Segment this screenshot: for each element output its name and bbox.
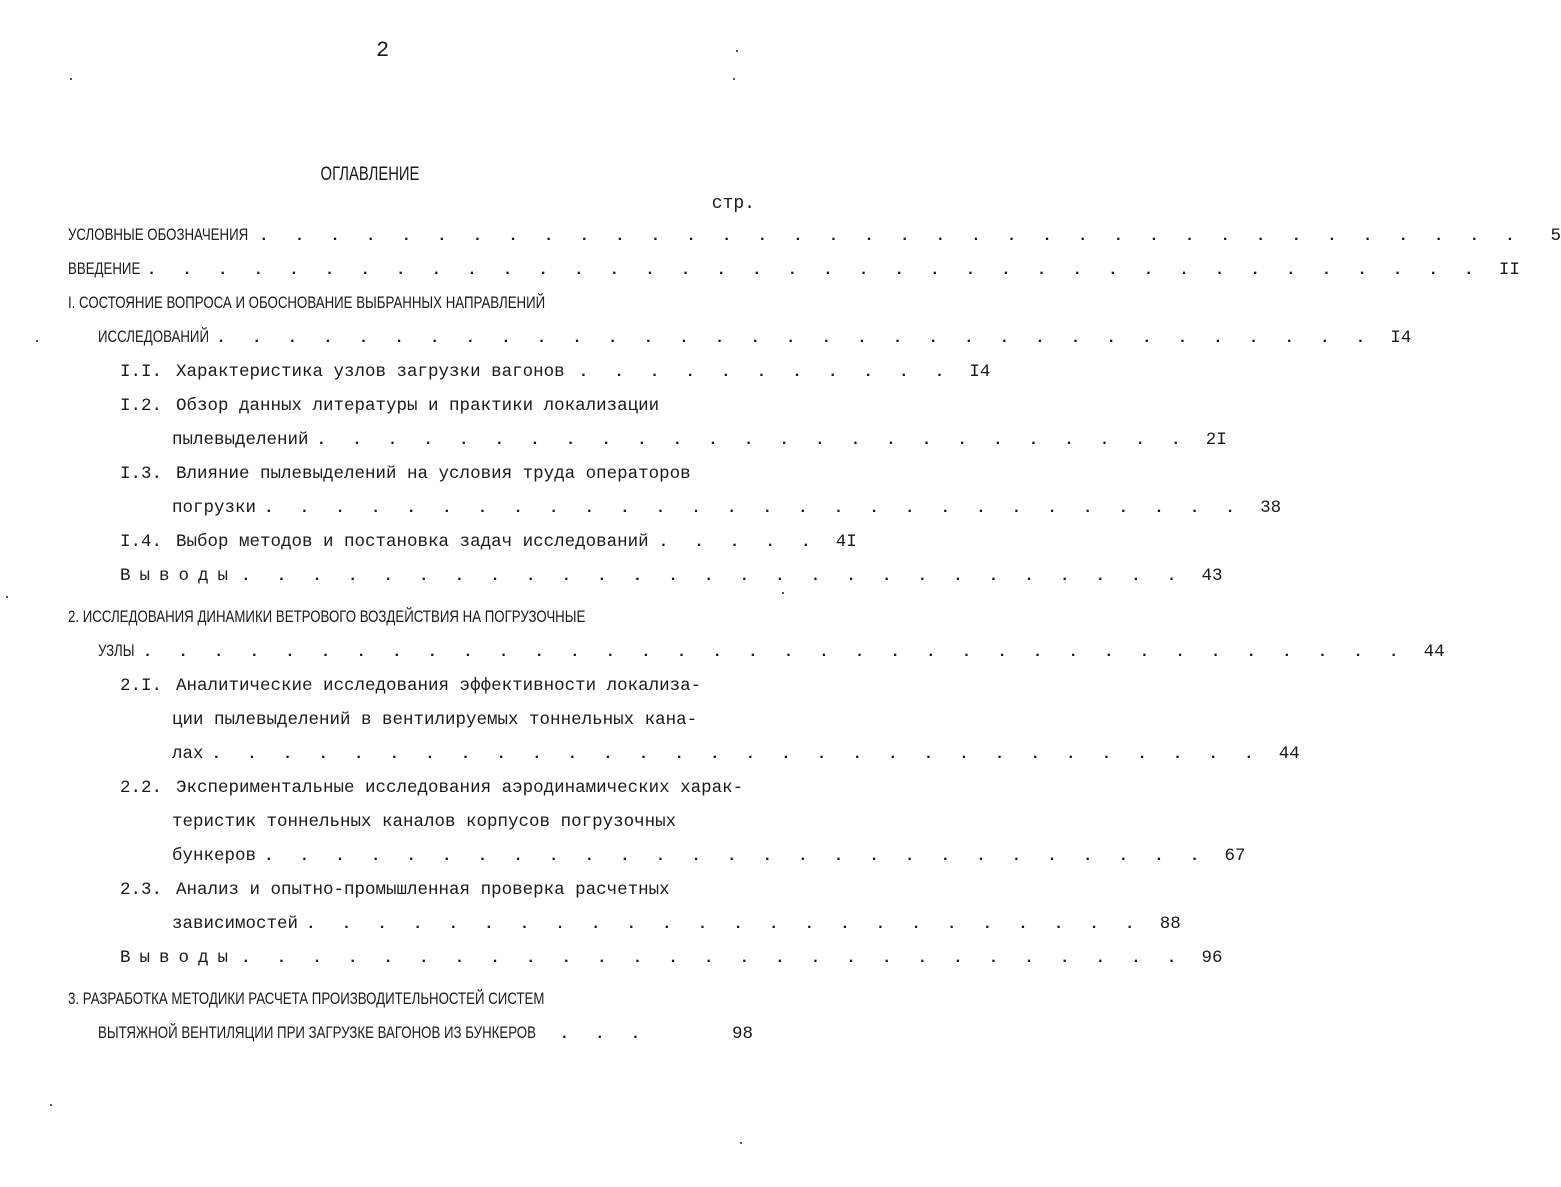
toc-entry-title: Характеристика узлов загрузки вагонов bbox=[176, 362, 565, 382]
toc-entry-title: лах bbox=[172, 744, 204, 764]
toc-entry-title: 3. РАЗРАБОТКА МЕТОДИКИ РАСЧЕТА ПРОИЗВОДИТЕЛЬНОСТЕЙ СИСТЕМ bbox=[68, 989, 545, 1008]
toc-entry-page: 67 bbox=[1224, 846, 1246, 866]
leader-dots: . . . . . . . . . . . . . . . . . . . . . . . . . . . . bbox=[264, 499, 1244, 517]
toc-entry-title: Анализ и опытно-промышленная проверка расчетных bbox=[176, 880, 670, 900]
page-number: 2 bbox=[376, 38, 390, 63]
toc-entry-title: ВВЕДЕНИЕ bbox=[68, 259, 141, 278]
scan-speck bbox=[736, 50, 738, 52]
toc-entry-page: II bbox=[1498, 260, 1520, 280]
leader-dots: . . . . . . . . . . . . . . . . . . . . . . . . . . . bbox=[241, 949, 1185, 967]
toc-entry-title: пылевыделений bbox=[172, 430, 309, 450]
toc-entry-page: 4I bbox=[835, 532, 857, 552]
toc-entry bbox=[172, 496, 1282, 520]
toc-entry-page: 5 bbox=[1550, 226, 1561, 246]
toc-entry-line bbox=[120, 462, 753, 486]
toc-entry-page: 44 bbox=[1423, 642, 1445, 662]
toc-entry-number: 2.3. bbox=[120, 880, 163, 900]
scan-speck bbox=[782, 592, 784, 594]
toc-entry-line bbox=[120, 776, 753, 800]
toc-entry-title: Выбор методов и постановка задач исследований bbox=[176, 532, 649, 552]
toc-entry-line bbox=[68, 292, 753, 316]
toc-entry bbox=[98, 640, 1445, 664]
scan-speck bbox=[740, 1142, 742, 1144]
scan-speck bbox=[6, 596, 8, 598]
toc-entry bbox=[172, 912, 1181, 936]
toc-entry-title: Выводы bbox=[120, 566, 238, 586]
toc-entry-title: ИССЛЕДОВАНИЙ bbox=[98, 327, 209, 346]
toc-entry-line bbox=[120, 674, 753, 698]
toc-heading: ОГЛАВЛЕНИЕ bbox=[320, 164, 420, 185]
page-column-label: стр. bbox=[711, 194, 755, 214]
leader-dots: . . . bbox=[559, 1025, 649, 1043]
toc-entry-page: 38 bbox=[1260, 498, 1282, 518]
toc-entry-page: 2I bbox=[1205, 430, 1227, 450]
toc-entry-line bbox=[68, 606, 753, 630]
toc-entry-title: погрузки bbox=[172, 498, 257, 518]
toc-entry bbox=[98, 326, 1412, 350]
scan-speck bbox=[733, 78, 735, 80]
toc-entry-title: Аналитические исследования эффективности локализа- bbox=[176, 676, 702, 696]
toc-entry-page: 98 bbox=[731, 1024, 753, 1044]
toc-entry bbox=[120, 946, 1223, 970]
toc-entry-title: УЗЛЫ bbox=[98, 641, 135, 660]
toc-entry-title: зависимостей bbox=[172, 914, 299, 934]
toc-entry-line bbox=[120, 394, 753, 418]
toc-entry-title: Выводы bbox=[120, 948, 238, 968]
toc-entry-title: УСЛОВНЫЕ ОБОЗНАЧЕНИЯ bbox=[68, 225, 249, 244]
leader-dots: . . . . . . . . . . . . . . . . . . . . . . . . . . . bbox=[241, 567, 1185, 585]
toc-entry-line bbox=[120, 878, 753, 902]
toc-entry bbox=[172, 428, 1227, 452]
leader-dots: . . . . . . . . . . . . . . . . . . . . . . . . . . . . . . bbox=[211, 745, 1262, 763]
toc-entry-page: 44 bbox=[1278, 744, 1300, 764]
scan-speck bbox=[50, 1104, 52, 1106]
toc-entry-title: ции пылевыделений в вентилируемых тоннельных кана- bbox=[172, 710, 698, 730]
leader-dots: . . . . . . . . . . . . . . . . . . . . . . . . . . . . . . . . . . . . bbox=[142, 643, 1407, 661]
toc-entry bbox=[172, 742, 1300, 766]
toc-entry-number: 2.2. bbox=[120, 778, 163, 798]
toc-entry-line bbox=[172, 810, 753, 834]
toc-entry bbox=[98, 1022, 753, 1046]
leader-dots: . . . . . . . . . . . . . . . . . . . . . . . . . bbox=[316, 431, 1189, 449]
toc-entry bbox=[68, 224, 1561, 248]
toc-entry-line bbox=[172, 708, 753, 732]
scan-speck bbox=[70, 78, 72, 80]
toc-entry-title: ВЫТЯЖНОЙ ВЕНТИЛЯЦИИ ПРИ ЗАГРУЗКЕ ВАГОНОВ ИЗ БУНКЕРОВ bbox=[98, 1023, 536, 1042]
toc-entry-page: I4 bbox=[969, 362, 991, 382]
leader-dots: . . . . . . . . . . . . . . . . . . . . . . . . . . . bbox=[264, 847, 1208, 865]
toc-entry-number: I.4. bbox=[120, 532, 163, 552]
toc-entry-number: I.3. bbox=[120, 464, 163, 484]
toc-entry bbox=[120, 564, 1223, 588]
toc-entry-title: теристик тоннельных каналов корпусов погрузочных bbox=[172, 812, 677, 832]
leader-dots: . . . . . . . . . . . bbox=[578, 363, 953, 381]
toc-entry-page: 96 bbox=[1201, 948, 1223, 968]
toc-entry-title: 2. ИССЛЕДОВАНИЯ ДИНАМИКИ ВЕТРОВОГО ВОЗДЕЙСТВИЯ НА ПОГРУЗОЧНЫЕ bbox=[68, 607, 586, 626]
toc-entry bbox=[120, 530, 857, 554]
toc-entry bbox=[172, 844, 1246, 868]
toc-entry-title: бункеров bbox=[172, 846, 257, 866]
toc-entry-page: I4 bbox=[1390, 328, 1412, 348]
toc-entry-title: Влияние пылевыделений на условия труда операторов bbox=[176, 464, 691, 484]
leader-dots: . . . . . . . . . . . . . . . . . . . . . . . . . . . . . . . . . bbox=[216, 329, 1374, 347]
leader-dots: . . . . . . . . . . . . . . . . . . . . . . . . . . . . . . . . . . . . . . bbox=[146, 261, 1482, 279]
toc-entry-number: I.2. bbox=[120, 396, 163, 416]
toc-entry-title: I. СОСТОЯНИЕ ВОПРОСА И ОБОСНОВАНИЕ ВЫБРАННЫХ НАПРАВЛЕНИЙ bbox=[68, 293, 546, 312]
scan-speck bbox=[36, 340, 38, 342]
toc-entry-page: 88 bbox=[1159, 914, 1181, 934]
toc-entry bbox=[68, 258, 1520, 282]
toc-entry-line bbox=[68, 988, 753, 1012]
toc-entry-number: 2.I. bbox=[120, 676, 163, 696]
leader-dots: . . . . . . . . . . . . . . . . . . . . . . . . . . . . . . . . . . . . bbox=[259, 227, 1523, 245]
leader-dots: . . . . . . . . . . . . . . . . . . . . . . . . bbox=[306, 915, 1143, 933]
leader-dots: . . . . . bbox=[658, 533, 819, 551]
toc-entry-title: Обзор данных литературы и практики локализации bbox=[176, 396, 660, 416]
toc-entry-page: 43 bbox=[1201, 566, 1223, 586]
toc-entry-number: I.I. bbox=[120, 362, 163, 382]
toc-entry-title: Экспериментальные исследования аэродинамических харак- bbox=[176, 778, 744, 798]
toc-entry bbox=[120, 360, 991, 384]
